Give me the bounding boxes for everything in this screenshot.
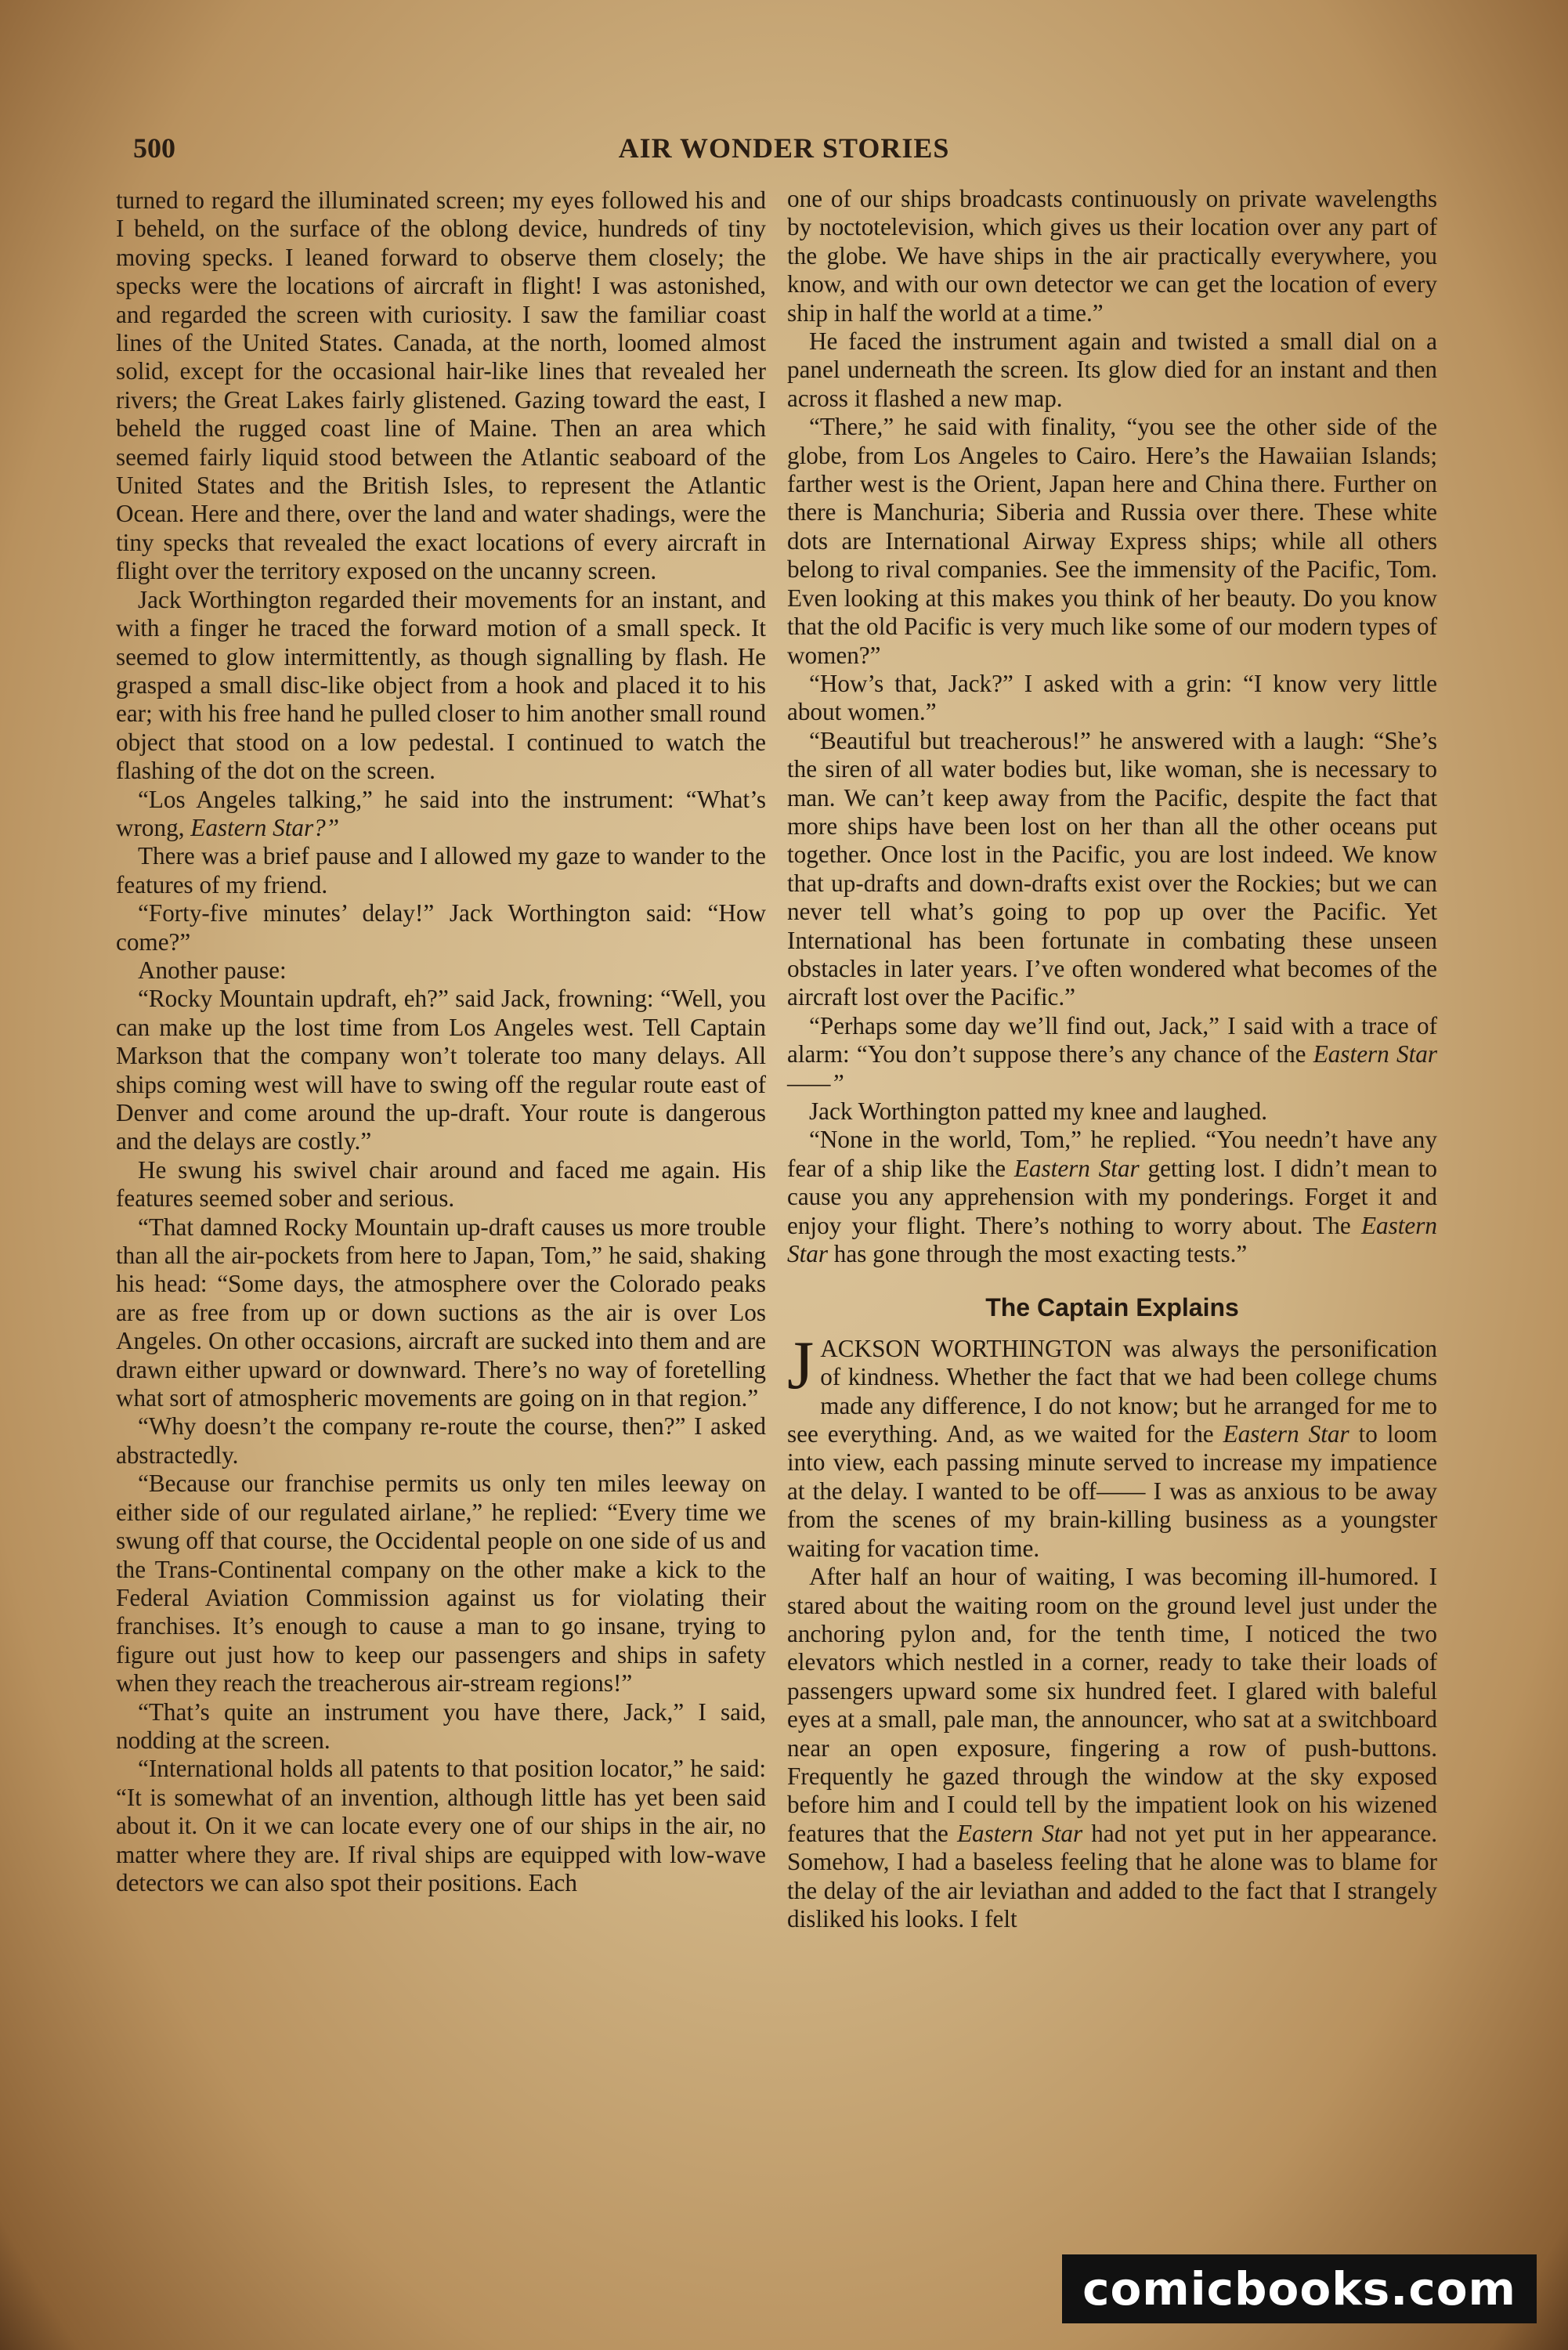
paragraph: “Perhaps some day we’ll find out, Jack,” I said with a trace of alarm: “You don’t suppose there’s any chance of the Eastern Star——” <box>787 1011 1437 1097</box>
paragraph: one of our ships broadcasts continuously on private wavelengths by noctotelevision, which gives us their location over any part of the globe. We have ships in the air practically everywhere, you know, and with our own detector we can get the location of every ship in half the world at a time.” <box>787 185 1437 327</box>
paragraph: turned to regard the illuminated screen; my eyes followed his and I beheld, on the surface of the oblong device, hundreds of tiny moving specks. I leaned forward to observe them closely; the specks were the locations of aircraft in flight! I was astonished, and regarded the screen with curiosity. I saw the familiar coast lines of the United States. Canada, at the north, loomed almost solid, except for the occasional hair-like lines that revealed her rivers; the Great Lakes fairly glistened. Gazing toward the east, I beheld the rugged coast line of Maine. Then an area which seemed fairly liquid stood between the Atlantic seaboard of the United States and the British Isles, to represent the Atlantic Ocean. Here and there, over the land and water shadings, were the tiny specks that revealed the exact locations of every aircraft in flight over the territory exposed on the uncanny screen. <box>116 186 766 585</box>
page-header <box>125 132 1443 171</box>
paragraph: “None in the world, Tom,” he replied. “You needn’t have any fear of a ship like the Eastern Star getting lost. I didn’t mean to cause you any apprehension with my ponderings. Forget it and enjoy your flight. There’s nothing to worry about. The Eastern Star has gone through the most exacting tests.” <box>787 1126 1438 1268</box>
paragraph: “Forty-five minutes’ delay!” Jack Worthington said: “How come?” <box>116 899 766 956</box>
paragraph: Another pause: <box>138 956 287 984</box>
paragraph: “Los Angeles talking,” he said into the instrument: “What’s wrong, Eastern Star?” <box>116 785 766 841</box>
paragraph: There was a brief pause and I allowed my gaze to wander to the features of my friend. <box>116 842 766 898</box>
paragraph: He faced the instrument again and twisted a small dial on a panel underneath the screen. Its glow died for an instant and then across it flashed a new map. <box>787 327 1437 412</box>
paragraph: “International holds all patents to that position locator,” he said: “It is somewhat of an invention, although little has yet been said about it. On it we can locate every one of our ships in the air, no matter where they are. If rival ships are equipped with low-wave detectors we can also spot their positions. Each <box>116 1755 766 1896</box>
watermark-logo: comicbooks.com <box>1062 2254 1537 2323</box>
paragraph: JACKSON WORTHINGTON was always the personification of kindness. Whether the fact that we had been college chums made any difference, I do not know; but he arranged for me to see everything. And, as we waited for the Eastern Star to loom into view, each passing minute served to increase my impatience at the delay. I wanted to be off—— I was as anxious to be away from the scenes of my brain-killing business as a youngster waiting for vacation time. <box>787 1327 1438 1562</box>
paragraph: After half an hour of waiting, I was becoming ill-humored. I stared about the waiting room on the ground level just under the anchoring pylon and, for the tenth time, I noticed the two elevators which nestled in a corner, ready to take their loads of passengers upward some six hundred feet. I glared with baleful eyes at a small, pale man, the announcer, who sat at a switchboard near an open exposure, fingering a row of push-buttons. Frequently he gazed through the window at the sky exposed before him and I could tell by the impatient look on his wizened features that the Eastern Star had not yet put in her appearance. Somehow, I had a baseless feeling that he alone was to blame for the delay of the air leviathan and added to the fact that I strangely disliked his looks. I felt <box>787 1563 1438 1932</box>
paragraph: He swung his swivel chair around and faced me again. His features seemed sober and serious. <box>116 1155 766 1213</box>
paragraph: Jack Worthington regarded their movements for an instant, and with a finger he traced the forward motion of a small speck. It seemed to glow intermittently, as though signalling by flash. He grasped a small disc-like object from a hook and placed it to his ear; with his free hand he pulled closer to him another small round object that stood on a low pedestal. I continued to watch the flashing of the dot on the screen. <box>116 585 766 785</box>
right-column <box>787 185 1437 1933</box>
paragraph: “Why doesn’t the company re-route the course, then?” I asked abstractedly. <box>116 1412 766 1469</box>
paragraph: “Beautiful but treacherous!” he answered with a laugh: “She’s the siren of all water bodies but, like woman, she is necessary to man. We can’t keep away from the Pacific, despite the fact that more ships have been lost on her than all the other oceans put together. Once lost in the Pacific, you are lost indeed. We know that up-drafts and down-drafts exist over the Rockies; but we can never tell what’s going to pop up over the Pacific. Yet International has been fortunate in combating these unseen obstacles in later years. I’ve often wondered what becomes of the aircraft lost over the Pacific.” <box>787 726 1437 1011</box>
magazine-title: AIR WONDER STORIES <box>618 132 950 164</box>
paragraph: Jack Worthington patted my knee and laughed. <box>809 1097 1267 1125</box>
section-heading: The Captain Explains <box>985 1293 1239 1322</box>
paragraph: “That’s quite an instrument you have there, Jack,” I said, nodding at the screen. <box>116 1697 766 1754</box>
paragraph: “Rocky Mountain updraft, eh?” said Jack, frowning: “Well, you can make up the lost time from Los Angeles west. Tell Captain Markson that the company won’t tolerate too many delays. All ships coming west will have to swing off the regular route east of Denver and come around the up-draft. Your route is dangerous and the delays are costly.” <box>116 985 766 1155</box>
paragraph: “Because our franchise permits us only ten miles leeway on either side of our regulated airlane,” he replied: “Every time we swung off that course, the Occidental people on one side of us and the Trans-Continental company on the other make a kick to the Federal Aviation Commission against us for violating their franchises. It’s enough to cause a man to go insane, trying to figure out just how to keep our passengers and ships in safety when they reach the treacherous air-stream regions!” <box>116 1470 766 1697</box>
left-column <box>116 186 766 1897</box>
paragraph: “That damned Rocky Mountain up-draft causes us more trouble than all the air-pockets from here to Japan, Tom,” he said, shaking his head: “Some days, the atmosphere over the Colorado peaks are as free from up or down suctions as the air is over Los Angeles. On other occasions, aircraft are sucked into them and are drawn either upward or downward. There’s no way of foretelling what sort of atmospheric movements are going on in that region.” <box>116 1213 766 1412</box>
page-number: 500 <box>133 132 175 164</box>
paragraph: “There,” he said with finality, “you see the other side of the globe, from Los Angeles to Cairo. Here’s the Hawaiian Islands; farther west is the Orient, Japan here and China there. Further on there is Manchuria; Siberia and Russia over there. These white dots are International Airway Express ships; while all others belong to rival companies. See the immensity of the Pacific, Tom. Even looking at this makes you think of her beauty. Do you know that the old Pacific is very much like some of our modern types of women?” <box>787 413 1437 669</box>
paragraph: “How’s that, Jack?” I asked with a grin: “I know very little about women.” <box>787 669 1437 726</box>
drop-cap: J <box>787 1327 815 1404</box>
